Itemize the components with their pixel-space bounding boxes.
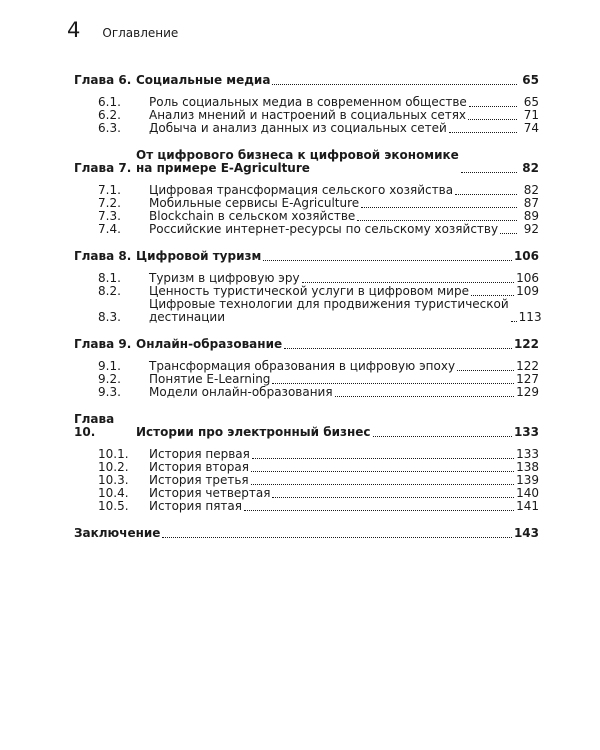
section-title: История третья: [149, 473, 249, 487]
page-ref: 139: [516, 473, 539, 487]
page-ref: 143: [513, 526, 539, 540]
dot-leader: [373, 436, 512, 437]
page-ref: 127: [516, 372, 539, 386]
conclusion-title: Заключение: [74, 526, 161, 540]
dot-leader: [449, 132, 517, 133]
dot-leader: [500, 233, 517, 234]
page-ref: 82: [523, 183, 539, 197]
section-title: Цифровая трансформация сельского хозяйства: [149, 183, 454, 197]
section-number: 8.2.: [98, 284, 121, 298]
section-title: Российские интернет-ресурсы по сельскому хозяйству: [149, 222, 499, 236]
chapter-title: [136, 149, 459, 175]
section-entry[interactable]: [74, 297, 542, 324]
section-number: 10.3.: [98, 473, 129, 487]
page-ref: 106: [513, 249, 539, 263]
page-ref: 122: [516, 359, 539, 373]
dot-leader: [251, 471, 514, 472]
dot-leader: [455, 194, 517, 195]
section-entry[interactable]: [74, 360, 539, 373]
section-number: 7.1.: [98, 183, 121, 197]
dot-leader: [361, 207, 517, 208]
section-title: История вторая: [149, 460, 249, 474]
section-title: Понятие E-Learning: [149, 372, 271, 386]
header-title: Оглавление: [102, 26, 179, 40]
page-ref: 87: [523, 196, 539, 210]
section-title: Туризм в цифровую эру: [149, 271, 300, 285]
page-ref: 122: [513, 337, 539, 351]
chapter-title: Цифровой туризм: [136, 249, 262, 263]
section-number: 10.2.: [98, 460, 129, 474]
dot-leader: [251, 484, 514, 485]
section-number: 9.1.: [98, 359, 121, 373]
dot-leader: [284, 348, 512, 349]
section-title: Роль социальных медиа в современном обществе: [149, 95, 467, 109]
section-number: 8.1.: [98, 271, 121, 285]
page-ref: 82: [522, 161, 539, 175]
section-title-line: дестинации: [149, 310, 226, 324]
section-title: Анализ мнений и настроений в социальных сетях: [149, 108, 467, 122]
section-title: [149, 298, 509, 324]
dot-leader: [468, 119, 517, 120]
page-header: [67, 18, 178, 42]
section-title: История четвертая: [149, 486, 271, 500]
page-ref: 106: [516, 271, 539, 285]
dot-leader: [511, 321, 517, 322]
page-number: 4: [67, 18, 81, 42]
chapter-group: [74, 413, 539, 513]
section-number: 7.4.: [98, 222, 121, 236]
section-entry[interactable]: [74, 474, 539, 487]
section-number: 10.4.: [98, 486, 129, 500]
table-of-contents: [74, 70, 542, 540]
section-title: Модели онлайн-образования: [149, 385, 333, 399]
dot-leader: [263, 260, 512, 261]
section-number: 6.3.: [98, 121, 121, 135]
chapter-entry[interactable]: [74, 413, 539, 439]
section-number: 8.3.: [98, 310, 121, 324]
section-number: 6.1.: [98, 95, 121, 109]
chapter-title: Истории про электронный бизнес: [136, 425, 371, 439]
section-entry[interactable]: [74, 500, 539, 513]
dot-leader: [252, 458, 514, 459]
page-ref: 133: [516, 447, 539, 461]
page-ref: 71: [523, 108, 539, 122]
section-title: История пятая: [149, 499, 242, 513]
section-title: Добыча и анализ данных из социальных сетей: [149, 121, 447, 135]
dot-leader: [272, 497, 514, 498]
page-ref: 113: [518, 310, 542, 324]
section-number: 7.3.: [98, 209, 121, 223]
chapter-entry[interactable]: [74, 74, 539, 87]
chapter-number: Глава 7.: [74, 161, 132, 175]
section-entry[interactable]: [74, 487, 539, 500]
dot-leader: [272, 383, 514, 384]
page-ref: 65: [523, 95, 539, 109]
dot-leader: [471, 295, 514, 296]
page-ref: 74: [523, 121, 539, 135]
chapter-number: Глава 6.: [74, 73, 132, 87]
section-title: История первая: [149, 447, 250, 461]
page-ref: 65: [522, 73, 539, 87]
chapter-entry[interactable]: [74, 250, 539, 263]
chapter-group: [74, 338, 539, 399]
chapter-group: [74, 249, 542, 324]
chapter-entry[interactable]: [74, 149, 539, 175]
section-title: Blockchain в сельском хозяйстве: [149, 209, 356, 223]
section-title: Мобильные сервисы E-Agriculture: [149, 196, 360, 210]
dot-leader: [244, 510, 514, 511]
chapter-number: Глава 10.: [74, 412, 115, 439]
section-title: Ценность туристической услуги в цифровом мире: [149, 284, 469, 298]
page-ref: 109: [516, 284, 539, 298]
page-ref: 129: [516, 385, 539, 399]
section-entry[interactable]: [74, 461, 539, 474]
conclusion-entry[interactable]: [74, 527, 539, 540]
section-title-line: Цифровые технологии для продвижения туристической: [149, 297, 509, 311]
section-number: 6.2.: [98, 108, 121, 122]
dot-leader: [461, 172, 517, 173]
chapter-title-line: на примере E-Agriculture: [136, 161, 310, 175]
section-number: 7.2.: [98, 196, 121, 210]
chapter-entry[interactable]: [74, 338, 539, 351]
dot-leader: [457, 370, 514, 371]
chapter-title: Социальные медиа: [136, 73, 271, 87]
section-number: 10.1.: [98, 447, 129, 461]
chapter-number: Глава 9.: [74, 337, 132, 351]
section-number: 9.3.: [98, 385, 121, 399]
page-ref: 141: [516, 499, 539, 513]
dot-leader: [335, 396, 515, 397]
chapter-group: [74, 74, 539, 135]
page-ref: 140: [516, 486, 539, 500]
section-title: Трансформация образования в цифровую эпоху: [149, 359, 456, 373]
section-entry[interactable]: [74, 386, 539, 399]
dot-leader: [272, 84, 517, 85]
chapter-title-line: От цифрового бизнеса к цифровой экономике: [136, 148, 459, 162]
page-ref: 138: [516, 460, 539, 474]
chapter-title: Онлайн-образование: [136, 337, 283, 351]
dot-leader: [469, 106, 517, 107]
dot-leader: [357, 220, 517, 221]
dot-leader: [162, 537, 512, 538]
chapter-number: Глава 8.: [74, 249, 132, 263]
page-ref: 92: [523, 222, 539, 236]
chapter-group: [74, 149, 539, 236]
section-number: 10.5.: [98, 499, 129, 513]
dot-leader: [302, 282, 515, 283]
page-ref: 89: [523, 209, 539, 223]
page-ref: 133: [513, 425, 539, 439]
section-entry[interactable]: [74, 448, 539, 461]
section-number: 9.2.: [98, 372, 121, 386]
section-entry[interactable]: [74, 223, 539, 236]
section-entry[interactable]: [74, 122, 539, 135]
